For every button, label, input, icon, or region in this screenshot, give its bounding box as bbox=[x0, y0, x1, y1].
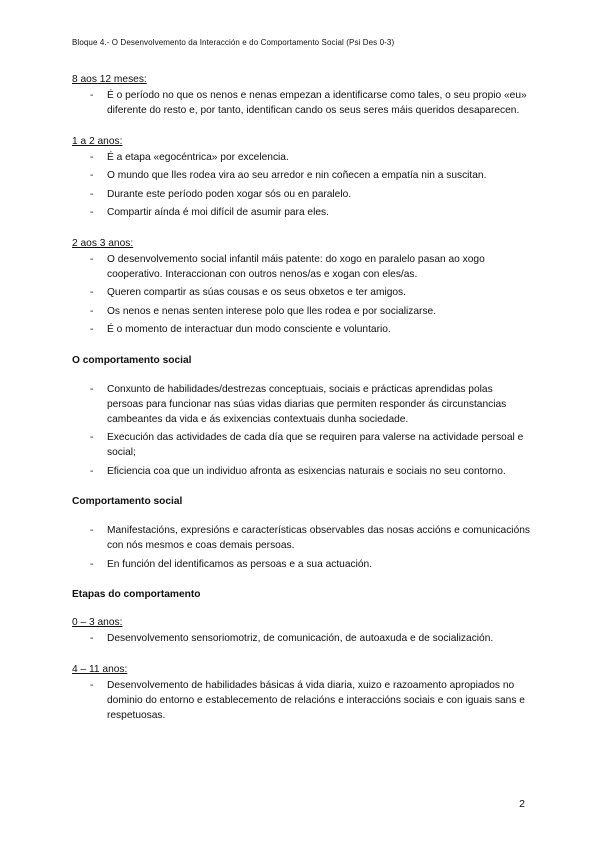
heading-social-behaviour-1: O comportamento social bbox=[72, 354, 192, 366]
list-2-3-years bbox=[72, 252, 530, 338]
list-item: - Compartir aínda é moi difícil de asumir para eles. bbox=[72, 205, 530, 220]
heading-8-12-months: 8 aos 12 meses: bbox=[72, 74, 147, 85]
list-8-12-months bbox=[72, 88, 530, 118]
list-item: - Conxunto de habilidades/destrezas conceptuais, sociais e prácticas aprendidas polas persoas para funcionar nas súas vidas diarias que permiten responder ás circunstancias cambeantes da vida e ás exixencias contextuais dunha sociedade. bbox=[72, 382, 530, 427]
heading-4-11-years: 4 – 11 anos: bbox=[72, 663, 128, 675]
list-item: - O desenvolvemento social infantil máis patente: do xogo en paralelo pasan ao xogo cooperativo. Interaccionan con outros nenos/as e xogan con eles/as. bbox=[72, 252, 530, 282]
list-4-11-years bbox=[72, 678, 530, 723]
page-content bbox=[72, 72, 530, 726]
heading-social-behaviour-2: Comportamento social bbox=[72, 496, 183, 507]
list-item: - Manifestacións, expresións e características observables das nosas accións e comunicacións con nós mesmos e coas demais persoas. bbox=[72, 523, 530, 553]
list-item: - Queren compartir as súas cousas e os seus obxetos e ter amigos. bbox=[72, 285, 530, 300]
list-1-2-years bbox=[72, 150, 530, 221]
list-item: - Durante este período poden xogar sós ou en paralelo. bbox=[72, 187, 530, 202]
heading-0-3-years: 0 – 3 anos: bbox=[72, 617, 123, 628]
list-item: - Execución das actividades de cada día que se requiren para valerse na actividade persoal e social; bbox=[72, 430, 530, 460]
list-item: - Os nenos e nenas senten interese polo que lles rodea e por socializarse. bbox=[72, 304, 530, 319]
list-item: - En función del identificamos as persoas e a sua actuación. bbox=[72, 557, 530, 572]
list-item: - Desenvolvemento de habilidades básicas á vida diaria, xuizo e razoamento apropiados no dominio do entorno e establecemento de relacións e interaccións sociais e con iguais sans e respetuosas. bbox=[72, 678, 530, 723]
list-0-3-years bbox=[72, 631, 530, 646]
list-social-behaviour-1 bbox=[72, 382, 530, 479]
heading-behaviour-stages: Etapas do comportamento bbox=[72, 589, 201, 600]
list-item: - Eficiencia coa que un individuo afronta as esixencias naturais e sociais no seu contorno. bbox=[72, 464, 530, 479]
list-item: - Desenvolvemento sensoriomotriz, de comunicación, de autoaxuda e de socialización. bbox=[72, 631, 530, 646]
page-number: 2 bbox=[519, 798, 525, 810]
list-item: - É o período no que os nenos e nenas empezan a identificarse como tales, o seu propio «eu» diferente do resto e, por tanto, identifican cando os seus seres máis queridos desaparecen. bbox=[72, 88, 530, 118]
heading-2-3-years: 2 aos 3 anos: bbox=[72, 237, 134, 249]
list-item: - É o momento de interactuar dun modo consciente e voluntario. bbox=[72, 322, 530, 337]
list-social-behaviour-2 bbox=[72, 523, 530, 572]
list-item: - É a etapa «egocéntrica» por excelencia. bbox=[72, 150, 530, 165]
list-item: - O mundo que lles rodea vira ao seu arredor e nin coñecen a empatía nin a suscitan. bbox=[72, 168, 530, 183]
running-header: Bloque 4.- O Desenvolvemento da Interacción e do Comportamento Social (Psi Des 0-3) bbox=[72, 38, 395, 47]
heading-1-2-years: 1 a 2 anos: bbox=[72, 135, 123, 147]
